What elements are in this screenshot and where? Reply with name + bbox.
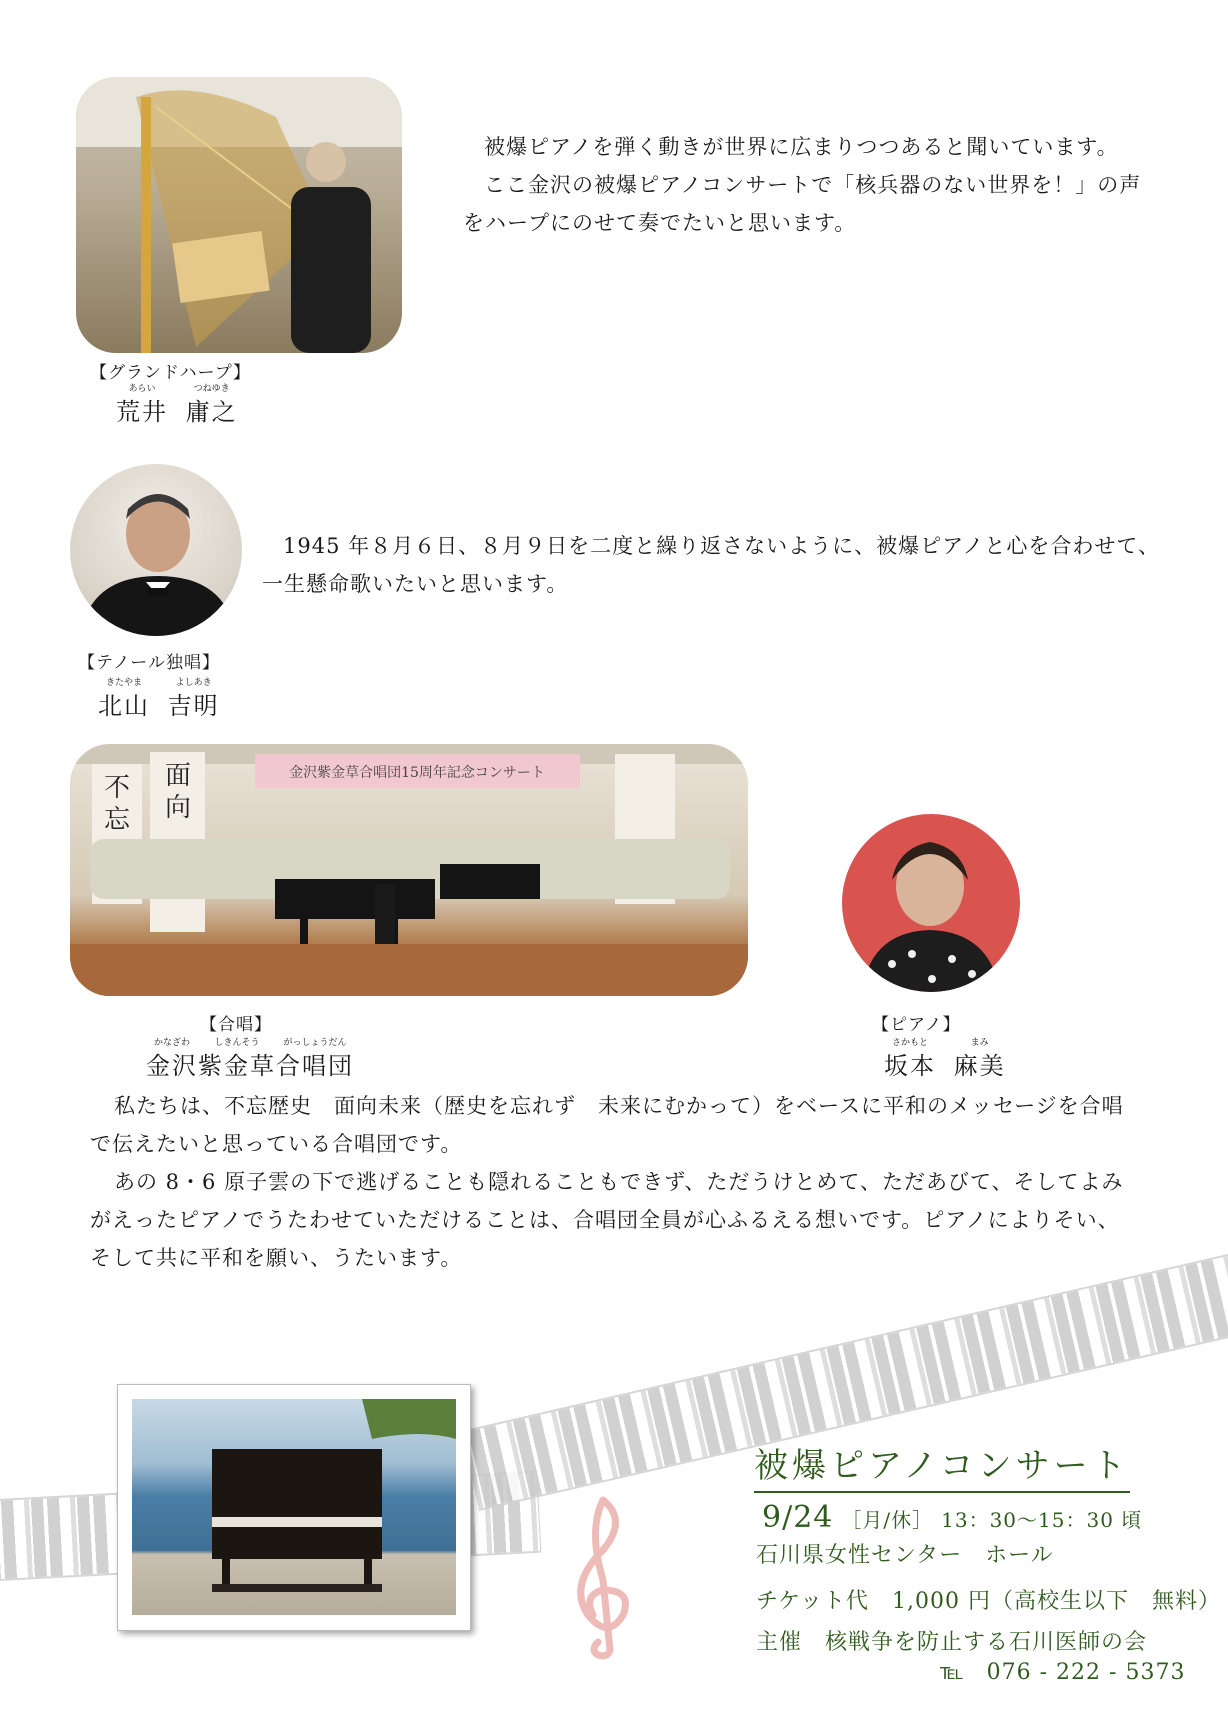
concert-date: 9/24 [762, 1500, 834, 1535]
choir-name-part-3 [276, 1038, 354, 1081]
harp-given-kana: つねゆき [193, 384, 230, 394]
tenor-surname-kanji: 北山 [98, 692, 150, 720]
harp-surname-kana: あらい [128, 384, 156, 394]
choir-name-kana-3: がっしょうだん [283, 1038, 347, 1048]
harp-surname-kanji: 荒井 [116, 398, 168, 426]
harp-paragraph [463, 128, 1153, 242]
pianist-portrait [842, 814, 1020, 992]
piano-surname-kanji: 坂本 [884, 1052, 936, 1080]
piano-on-shore [132, 1399, 456, 1615]
svg-text:面: 面 [164, 761, 192, 791]
concert-venue: 石川県女性センター ホール [756, 1543, 1054, 1568]
treble-clef-icon [548, 1490, 648, 1660]
hibaku-piano-photo [132, 1399, 456, 1615]
harp-paragraph-line-2: ここ金沢の被爆ピアノコンサートで「核兵器のない世界を！」の声をハープにのせて奏でたいと思います。 [463, 173, 1142, 235]
piano-given-kanji: 麻美 [953, 1052, 1006, 1080]
tenor-given-kana: よしあき [175, 678, 212, 688]
concert-day: ［月/休］ [841, 1508, 934, 1532]
choir-name-kanji-1: 金沢 [146, 1052, 198, 1080]
tenor-surname-kana: きたやま [105, 678, 142, 688]
concert-time: 13：30〜15：30 頃 [941, 1508, 1143, 1532]
harp-paragraph-line-1: 被爆ピアノを弾く動きが世界に広まりつつあると聞いています。 [484, 135, 1119, 159]
concert-title: 被爆ピアノコンサート [754, 1438, 1130, 1493]
svg-text:向: 向 [164, 793, 192, 823]
tel-number: 076 - 222 - 5373 [986, 1660, 1186, 1685]
concert-ticket: チケット代 1,000 円（高校生以下 無料） [756, 1589, 1221, 1614]
choir-name [146, 1038, 354, 1081]
harp-name [116, 384, 238, 427]
piano-given-name [953, 1038, 1006, 1081]
choir-name-kanji-3: 合唱団 [276, 1052, 354, 1080]
concert-datetime [762, 1500, 1142, 1535]
tenor-silhouette [70, 464, 242, 636]
harp-given-kanji: 庸之 [185, 398, 238, 426]
tenor-role: 【テノール独唱】 [78, 653, 220, 673]
choir-name-kana-2: しきんそう [214, 1038, 260, 1048]
choir-scene [70, 744, 748, 996]
choir-paragraph-1: 私たちは、不忘歴史 面向未来（歴史を忘れず 未来にむかって）をベースに平和のメッセージを合唱で伝えたいと思っている合唱団です。 [90, 1094, 1124, 1156]
harp-photo [76, 77, 402, 353]
svg-text:忘: 忘 [103, 805, 131, 835]
harp-surname [116, 384, 168, 427]
tenor-given-kanji: 吉明 [167, 692, 220, 720]
concert-organizer: 主催 核戦争を防止する石川医師の会 [756, 1630, 1148, 1655]
tenor-portrait [70, 464, 242, 636]
choir-banner-text: 金沢紫金草合唱団15周年記念コンサート [289, 765, 545, 781]
choir-name-part-2 [198, 1038, 276, 1081]
pianist-silhouette [842, 814, 1020, 992]
tenor-name [98, 678, 220, 721]
choir-role: 【合唱】 [200, 1015, 272, 1035]
choir-name-kana-1: かなざわ [153, 1038, 190, 1048]
choir-name-kanji-2: 紫金草 [198, 1052, 276, 1080]
tenor-surname [98, 678, 150, 721]
choir-name-part-1 [146, 1038, 198, 1081]
choir-paragraph-2: あの 8・6 原子雲の下で逃げることも隠れることもできず、ただうけとめて、ただあびて、そしてよみがえったピアノでうたわせていただけることは、合唱団全員が心ふるえる想いです。ピアノによりそい、そして共に平和を願い、うたいます。 [90, 1170, 1124, 1270]
tenor-paragraph: 1945 年８月６日、８月９日を二度と繰り返さないように、被爆ピアノと心を合わせて、一生懸命歌いたいと思います。 [262, 534, 1161, 596]
piano-name [884, 1038, 1006, 1081]
hibaku-piano-photo-frame [117, 1384, 471, 1631]
concert-tel [940, 1660, 1185, 1685]
harp-given-name [185, 384, 238, 427]
piano-role: 【ピアノ】 [872, 1015, 961, 1035]
choir-paragraphs [90, 1087, 1140, 1277]
tenor-given-name [167, 678, 220, 721]
piano-surname [884, 1038, 936, 1081]
piano-surname-kana: さかもと [891, 1038, 928, 1048]
choir-photo [70, 744, 748, 996]
piano-given-kana: まみ [970, 1038, 989, 1048]
tel-label: ℡ [940, 1660, 965, 1685]
harp-role: 【グランドハープ】 [90, 363, 251, 383]
harp-player-illustration [76, 77, 402, 353]
svg-text:不: 不 [103, 773, 131, 803]
